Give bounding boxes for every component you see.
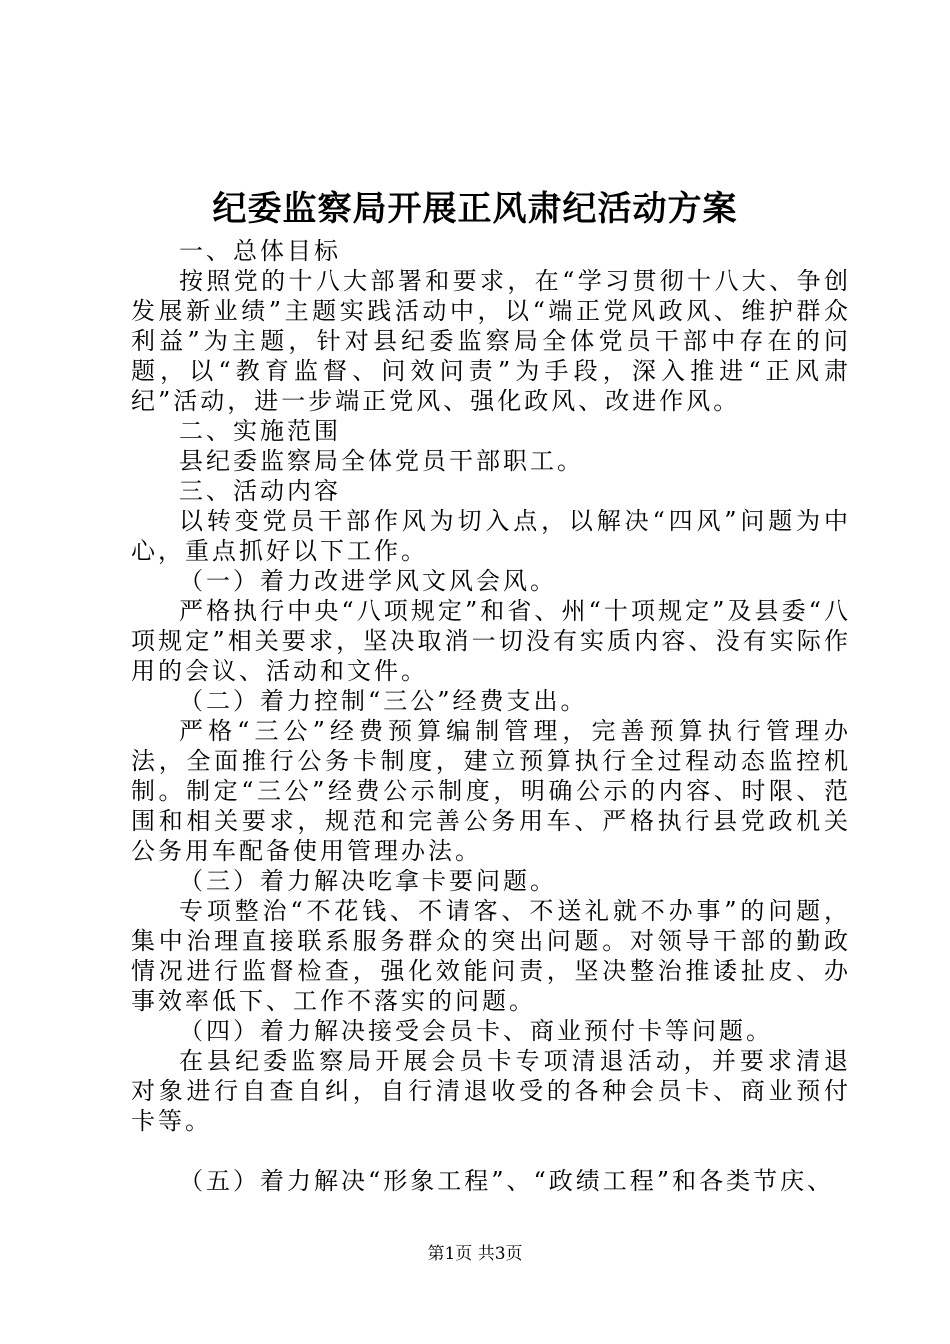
body-paragraph: 按照党的十八大部署和要求，在“学习贯彻十八大、争创发展新业绩”主题实践活动中，以“端正党风政风、维护群众利益”为主题，针对县纪委监察局全体党员干部中存在的问题，以“教育监督、问效问责”为手段，深入推进“正风肃纪”活动，进一步端正党风、强化政风、改进作风。 [131, 267, 851, 415]
body-paragraph: 以转变党员干部作风为切入点，以解决“四风”问题为中心，重点抓好以下工作。 [131, 507, 851, 565]
page-footer: 第1页 共3页 [427, 1244, 523, 1264]
body-paragraph: 县纪委监察局全体党员干部职工。 [179, 447, 584, 475]
subsection-heading: （二）着力控制“三公”经费支出。 [179, 687, 588, 715]
section-heading-scope: 二、实施范围 [179, 417, 341, 445]
subsection-heading: （五）着力解决“形象工程”、“政绩工程”和各类节庆、 [179, 1167, 835, 1195]
body-paragraph: 在县纪委监察局开展会员卡专项清退活动，并要求清退对象进行自查自纠，自行清退收受的各种会员卡、商业预付卡等。 [131, 1047, 851, 1135]
document-body [131, 236, 851, 1196]
subsection-heading: （三）着力解决吃拿卡要问题。 [179, 867, 557, 895]
body-paragraph: 专项整治“不花钱、不请客、不送礼就不办事”的问题，集中治理直接联系服务群众的突出问题。对领导干部的勤政情况进行监督检查，强化效能问责，坚决整治推诿扯皮、办事效率低下、工作不落实的问题。 [131, 897, 851, 1015]
subsection-heading: （一）着力改进学风文风会风。 [179, 567, 557, 595]
body-paragraph: 严格“三公”经费预算编制管理，完善预算执行管理办法，全面推行公务卡制度，建立预算执行全过程动态监控机制。制定“三公”经费公示制度，明确公示的内容、时限、范围和相关要求，规范和完善公务用车、严格执行县党政机关公务用车配备使用管理办法。 [131, 717, 851, 865]
section-heading-overall-goal: 一、总体目标 [179, 237, 341, 265]
document-title: 纪委监察局开展正风肃纪活动方案 [212, 189, 738, 229]
section-heading-content: 三、活动内容 [179, 477, 341, 505]
subsection-heading: （四）着力解决接受会员卡、商业预付卡等问题。 [179, 1017, 773, 1045]
body-paragraph: 严格执行中央“八项规定”和省、州“十项规定”及县委“八项规定”相关要求，坚决取消一切没有实质内容、没有实际作用的会议、活动和文件。 [131, 597, 851, 685]
